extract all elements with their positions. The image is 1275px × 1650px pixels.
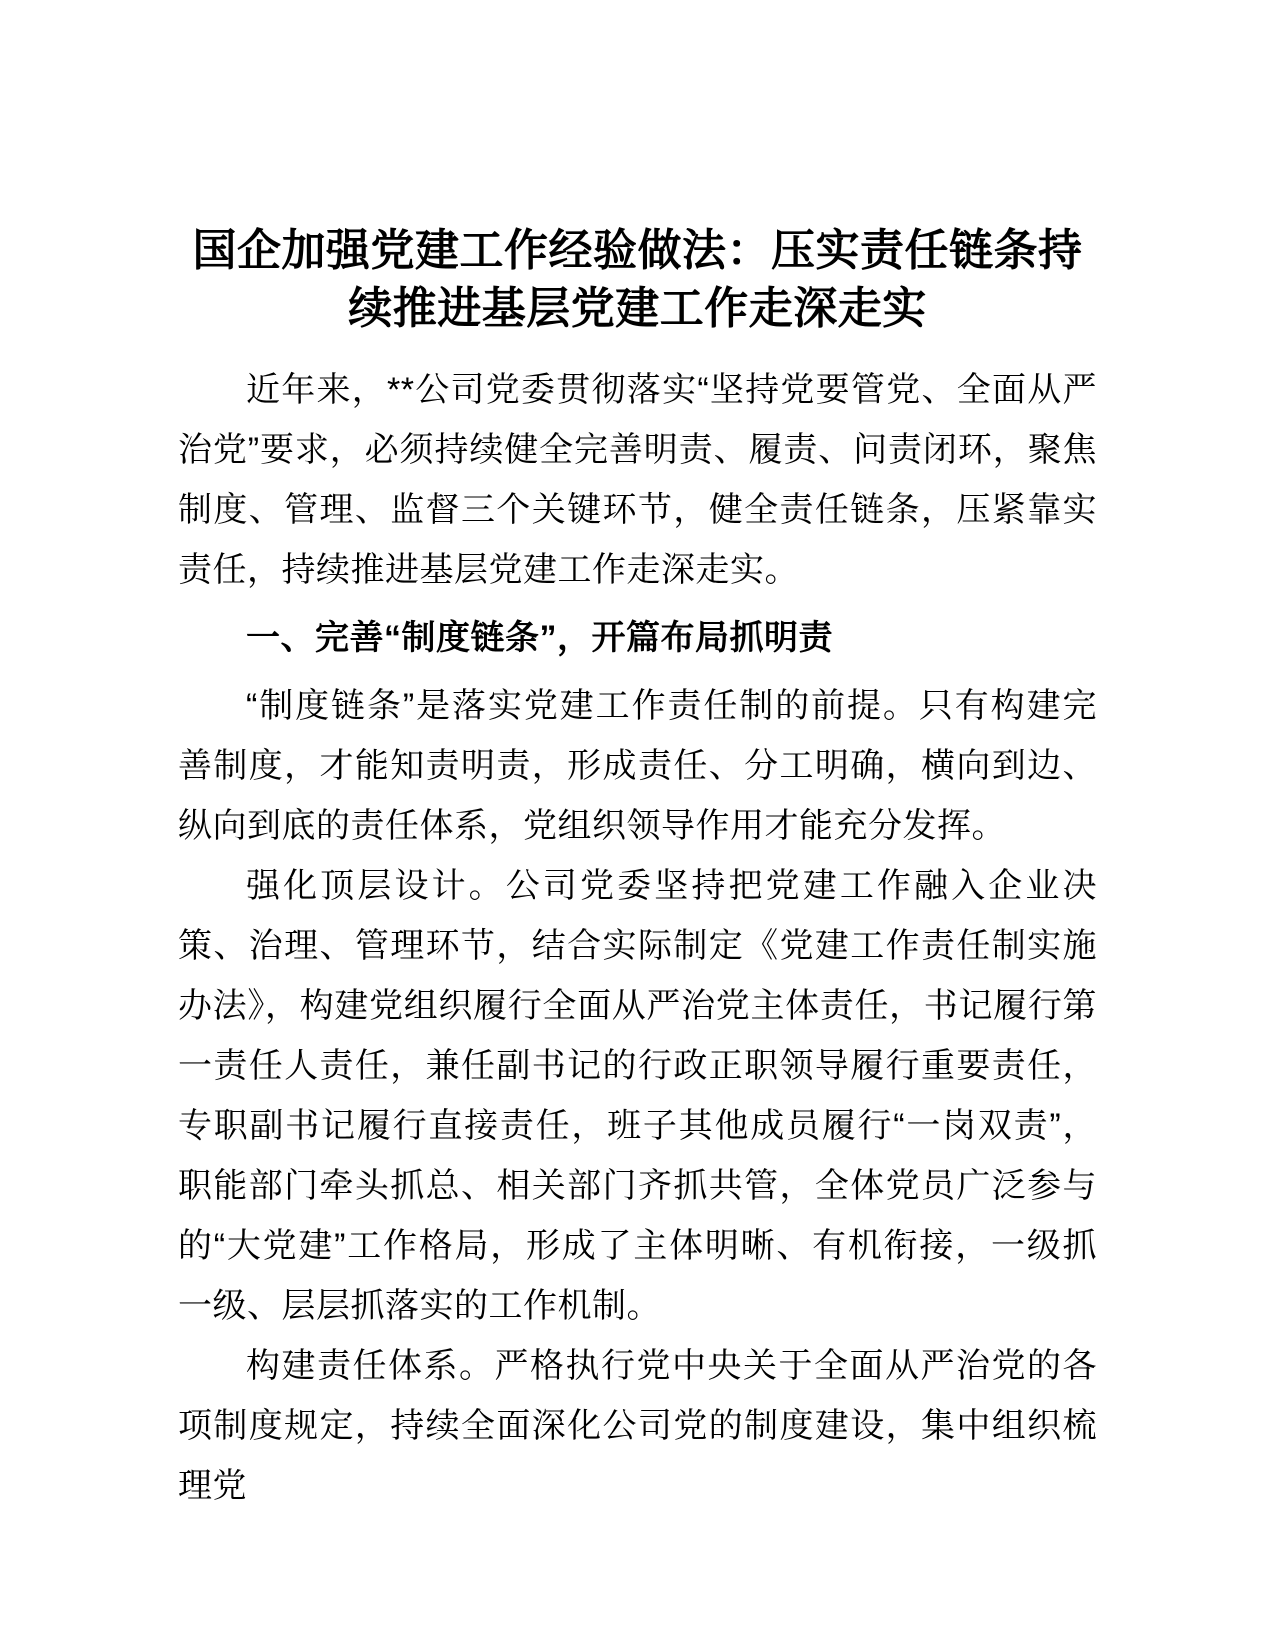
section-heading-1: 一、完善“制度链条”，开篇布局抓明责 [246, 619, 833, 657]
paragraph-top-level-design: 强化顶层设计。公司党委坚持把党建工作融入企业决策、治理、管理环节，结合实际制定《党建工作责任制实施办法》，构建党组织履行全面从严治党主体责任，书记履行第一责任人责任，兼任副书记的行政正职领导履行重要责任，专职副书记履行直接责任，班子其他成员履行“一岗双责”，职能部门牵头抓总、相关部门齐抓共管，全体党员广泛参与的“大党建”工作格局，形成了主体明晰、有机衔接，一级抓一级、层层抓落实的工作机制。 [178, 867, 1097, 1325]
paragraph-intro: 近年来，**公司党委贯彻落实“坚持党要管党、全面从严治党”要求，必须持续健全完善明责、履责、问责闭环，聚焦制度、管理、监督三个关键环节，健全责任链条，压紧靠实责任，持续推进基层党建工作走深走实。 [178, 371, 1097, 589]
paragraph-responsibility-system: 构建责任体系。严格执行党中央关于全面从严治党的各项制度规定，持续全面深化公司党的制度建设，集中组织梳理党 [178, 1347, 1097, 1505]
paragraph-system-chain: “制度链条”是落实党建工作责任制的前提。只有构建完善制度，才能知责明责，形成责任、分工明确，横向到边、纵向到底的责任体系，党组织领导作用才能充分发挥。 [178, 687, 1097, 845]
document-title: 国企加强党建工作经验做法：压实责任链条持续推进基层党建工作走深走实 [192, 226, 1083, 333]
